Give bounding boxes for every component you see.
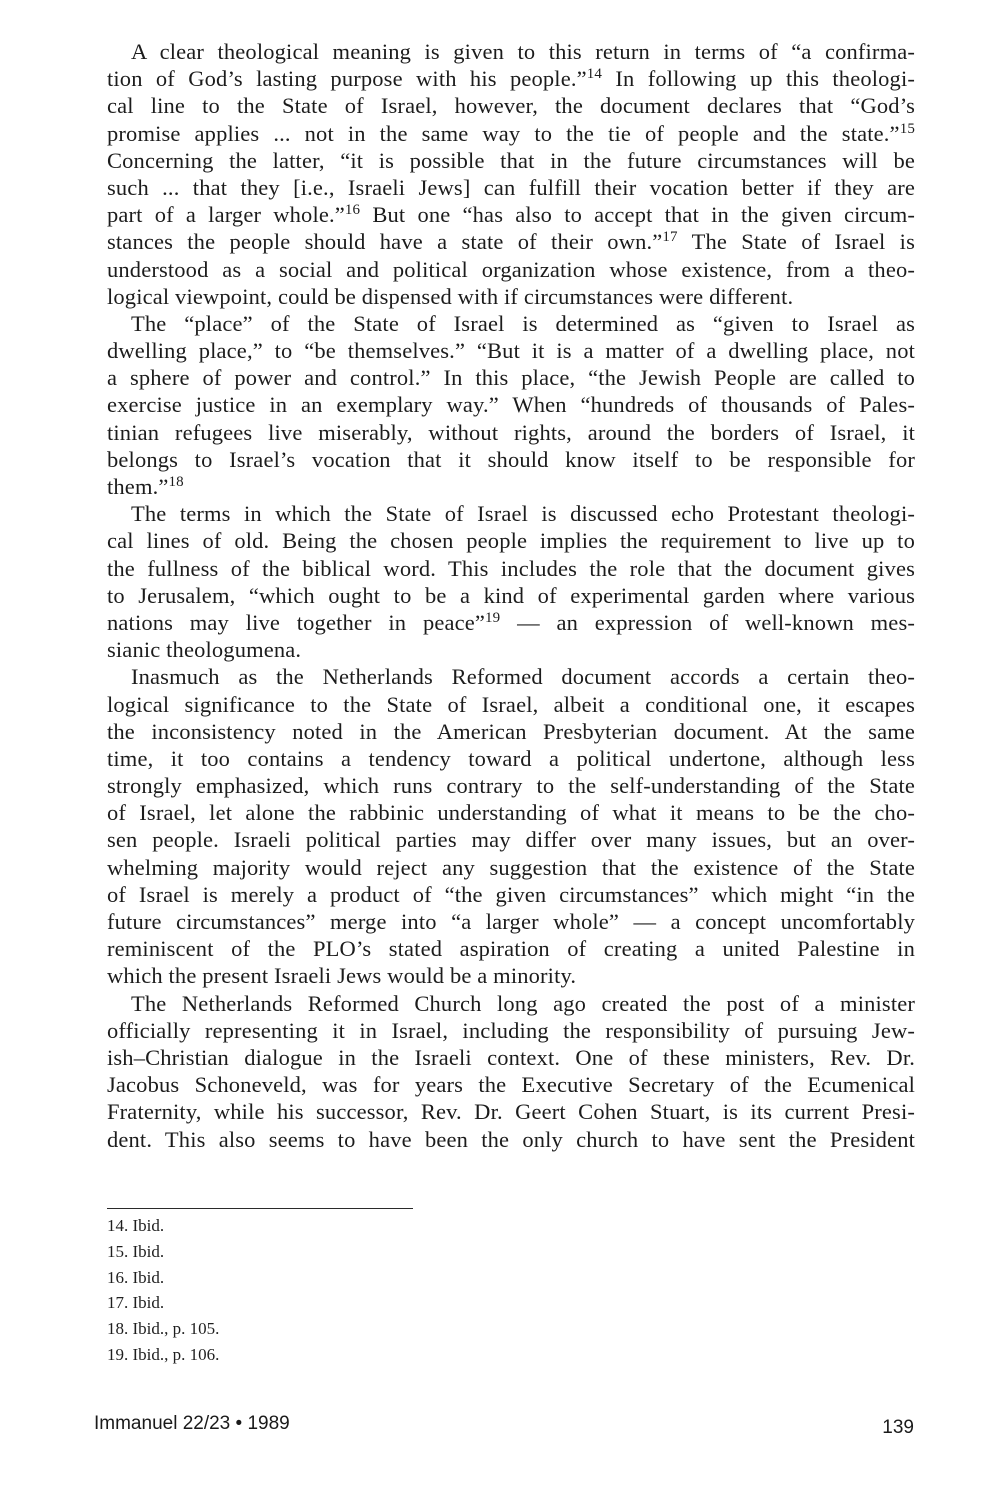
text-line: reminiscent of the PLO’s stated aspiration of creating a united Palestine in <box>107 936 915 962</box>
footnote-number: 15. <box>107 1241 133 1261</box>
footnote-separator-rule <box>107 1208 413 1209</box>
footnote-item <box>107 1213 219 1239</box>
footnote-reference[interactable]: 17 <box>662 229 678 246</box>
footnotes <box>107 1213 219 1368</box>
footnote-item <box>107 1290 219 1316</box>
footnote-number: 17. <box>107 1293 133 1313</box>
footnote-text: Ibid. <box>132 1241 165 1261</box>
text-line: tion of God’s lasting purpose with his people.”$^{14}$ In following up this theologi- <box>107 66 915 92</box>
footnote-text: Ibid., p. 105. <box>132 1319 220 1339</box>
text-line: stances the people should have a state of their own.”$^{17}$ The State of Israel is <box>107 229 915 255</box>
footnote-reference[interactable]: 16 <box>344 202 361 219</box>
text-line: the inconsistency noted in the American Presbyterian document. At the same <box>107 718 915 744</box>
footnote-item <box>107 1265 219 1291</box>
page-footer <box>94 1413 914 1443</box>
text-line: Jacobus Schoneveld, was for years the Executive Secretary of the Ecumenical <box>107 1072 915 1098</box>
footnote-reference[interactable]: 19 <box>485 609 501 626</box>
footnote-number: 18. <box>107 1319 133 1339</box>
footnote-text: Ibid. <box>132 1267 165 1287</box>
text-line: of Israel, let alone the rabbinic understanding of what it means to be the cho- <box>107 800 915 826</box>
text-line: of Israel is merely a product of “the given circumstances” which might “in the <box>107 881 915 907</box>
footnote-reference[interactable]: 18 <box>168 474 184 490</box>
text-line: The terms in which the State of Israel is discussed echo Protestant theologi- <box>131 501 915 527</box>
footnote-number: 14. <box>107 1216 133 1235</box>
text-line: belongs to Israel’s vocation that it should know itself to be responsible for <box>107 446 915 472</box>
paragraph <box>107 310 915 500</box>
text-line: part of a larger whole.”$^{16}$ But one “has also to accept that in the given circum- <box>107 202 915 228</box>
text-line: ish–Christian dialogue in the Israeli context. One of these ministers, Rev. Dr. <box>107 1044 915 1070</box>
text-line: promise applies ... not in the same way to the tie of people and the state.”$^{15}$ <box>107 120 915 146</box>
text-line: cal line to the State of Israel, however, the document declares that “God’s <box>107 93 915 119</box>
footnote-reference[interactable]: 14 <box>586 66 603 83</box>
text-line: strongly emphasized, which runs contrary to the self-understanding of the State <box>107 773 915 799</box>
text-line: understood as a social and political organization whose existence, from a theo- <box>107 256 915 282</box>
paragraph <box>107 990 915 1153</box>
footnote-reference[interactable]: 15 <box>899 120 915 137</box>
text-line: whelming majority would reject any suggestion that the existence of the State <box>107 854 915 880</box>
text-line: dwelling place,” to “be themselves.” “But it is a matter of a dwelling place, not <box>107 338 915 364</box>
text-line: nations may live together in peace”$^{19}$ — an expression of well-known mes- <box>107 609 915 635</box>
footnote-text: Ibid., p. 106. <box>132 1344 220 1364</box>
journal-citation: Immanuel 22/23 • 1989 <box>94 1413 290 1434</box>
footnote-item <box>107 1342 219 1368</box>
text-line: sen people. Israeli political parties may differ over many issues, but an over- <box>107 827 915 853</box>
page-number: 139 <box>882 1417 914 1438</box>
text-line: Fraternity, while his successor, Rev. Dr. Geert Cohen Stuart, is its current Presi- <box>107 1099 915 1125</box>
text-line: such ... that they [i.e., Israeli Jews] can fulfill their vocation better if they are <box>107 174 915 200</box>
text-line: The Netherlands Reformed Church long ago created the post of a minister <box>131 990 915 1016</box>
text-line: the fullness of the biblical word. This includes the role that the document gives <box>107 555 915 581</box>
text-line: sianic theologumena. <box>107 637 302 663</box>
text-line: future circumstances” merge into “a larger whole” — a concept uncomfortably <box>107 909 915 934</box>
text-line: a sphere of power and control.” In this place, “the Jewish People are called to <box>107 365 915 391</box>
footnote-number: 16. <box>107 1267 133 1287</box>
footnote-item <box>107 1239 219 1265</box>
paragraph <box>107 38 915 310</box>
text-line: which the present Israeli Jews would be a minority. <box>107 963 577 989</box>
text-line: them.”$^{18}$ <box>107 474 184 499</box>
text-line: A clear theological meaning is given to this return in terms of “a confirma- <box>131 39 915 64</box>
text-line: Inasmuch as the Netherlands Reformed document accords a certain theo- <box>131 664 915 690</box>
text-line: Concerning the latter, “it is possible that in the future circumstances will be <box>107 147 915 173</box>
footnote-number: 19. <box>107 1344 133 1364</box>
text-line: logical viewpoint, could be dispensed with if circumstances were different. <box>107 283 794 309</box>
text-line: time, it too contains a tendency toward a political undertone, although less <box>107 745 915 771</box>
text-line: tinian refugees live miserably, without rights, around the borders of Israel, it <box>107 419 915 445</box>
footnote-text: Ibid. <box>132 1293 165 1313</box>
text-line: The “place” of the State of Israel is determined as “given to Israel as <box>131 310 915 336</box>
paragraph <box>107 663 915 989</box>
text-line: cal lines of old. Being the chosen people implies the requirement to live up to <box>107 528 915 554</box>
paragraph <box>107 500 915 663</box>
text-line: officially representing it in Israel, including the responsibility of pursuing Jew- <box>107 1017 915 1043</box>
footnote-item <box>107 1316 219 1342</box>
text-line: exercise justice in an exemplary way.” When “hundreds of thousands of Pales- <box>107 392 915 418</box>
text-line: to Jerusalem, “which ought to be a kind of experimental garden where various <box>107 582 915 608</box>
footnote-text: Ibid. <box>132 1216 165 1235</box>
text-line: logical significance to the State of Israel, albeit a conditional one, it escapes <box>107 691 915 717</box>
text-line: dent. This also seems to have been the only church to have sent the President <box>107 1126 915 1152</box>
body-text <box>107 38 915 1153</box>
